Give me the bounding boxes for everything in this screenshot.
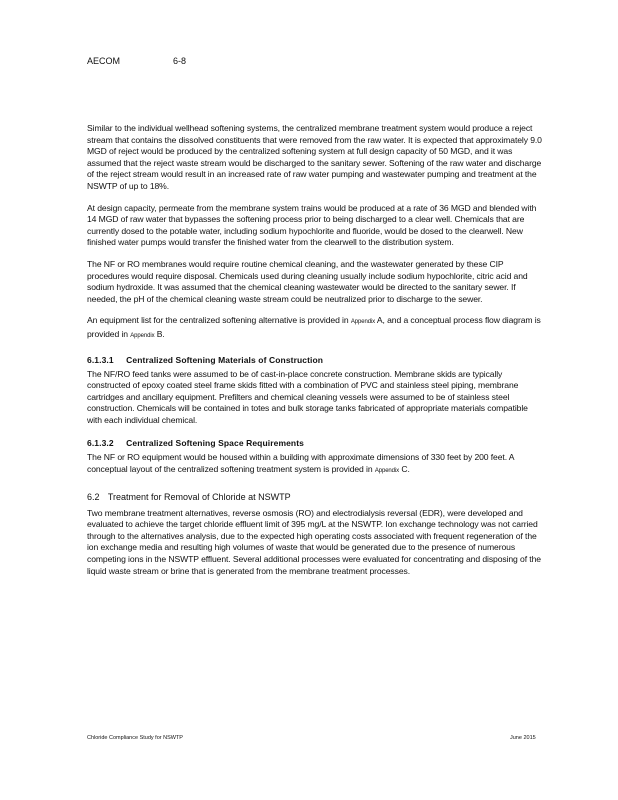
equipment-text-a: An equipment list for the centralized softening alternative is provided in <box>87 315 349 326</box>
heading-chloride-removal <box>87 492 545 502</box>
heading-materials-number: 6.1.3.1 <box>87 354 114 365</box>
appendix-ref-c: Appendix <box>374 468 400 475</box>
heading-space-text: Centralized Softening Space Requirements <box>126 438 304 449</box>
heading-space-requirements <box>87 438 545 448</box>
heading-materials-of-construction <box>87 355 545 365</box>
paragraph-reject-stream: Similar to the individual wellhead softening systems, the centralized membrane treatment system would produce a reject stream that contains the dissolved constituents that were removed from the raw water. It is expected that approximately 9.0 MGD of reject would be produced by the centralized softening system at full design capacity of 50 MGD, and it was assumed that the reject waste stream would be discharged to the sanitary sewer. Softening of the raw water and discharge of the reject stream would result in an increased rate of raw water pumping and wastewater pumping and treatment at the NSWTP of up to 18%. <box>87 123 542 191</box>
heading-chloride-number: 6.2 <box>87 491 100 502</box>
header-company: AECOM <box>87 56 121 66</box>
equipment-text-c: B. <box>156 328 165 339</box>
document-body <box>87 123 545 587</box>
appendix-ref-a: Appendix <box>350 319 376 326</box>
paragraph-membrane-cleaning: The NF or RO membranes would require routine chemical cleaning, and the wastewater generated by these CIP procedures would require disposal. Chemicals used during cleaning usually include sodium hypochlorite, citric acid and sodium hydroxide. It was assumed that the chemical cleaning wastewater would be directed to the sanitary sewer. If needed, the pH of the chemical cleaning waste stream could be neutralized prior to discharge to the sewer. <box>87 258 528 304</box>
space-text-a: The NF or RO equipment would be housed within a building with approximate dimensions of 330 feet by 200 feet. A conceptual layout of the centralized softening treatment system is provided in <box>87 452 514 475</box>
paragraph-design-capacity: At design capacity, permeate from the membrane system trains would be produced at a rate of 36 MGD and blended with 14 MGD of raw water that bypasses the softening process prior to being discharged to a clear well. Chemicals that are currently dosed to the potable water, including sodium hypochlorite and fluoride, would be dosed to the clearwell. New finished water pumps would transfer the finished water from the clearwell to the distribution system. <box>87 202 537 248</box>
heading-materials-text: Centralized Softening Materials of Construction <box>126 354 324 365</box>
equipment-text-b: A, and a conceptual process flow diagram is provided in <box>87 315 541 339</box>
heading-chloride-text: Treatment for Removal of Chloride at NSWTP <box>107 491 291 502</box>
heading-space-number: 6.1.3.2 <box>87 438 114 449</box>
paragraph-materials: The NF/RO feed tanks were assumed to be of cast-in-place concrete construction. Membrane skids are typically constructed of epoxy coated steel frame skids fitted with a combination of PVC and stainless steel piping, membrane cartridges and ancillary equipment. Prefilters and chemical cleaning vessels were assumed to be of stainless steel construction. Chemicals will be contained in totes and bulk storage tanks fabricated of appropriate materials compatible with each individual chemical. <box>87 368 528 425</box>
header-page-number: 6-8 <box>173 56 187 66</box>
paragraph-space-requirements <box>87 452 545 477</box>
appendix-ref-b: Appendix <box>130 332 155 339</box>
paragraph-chloride-alternatives: Two membrane treatment alternatives, reverse osmosis (RO) and electrodialysis reversal (EDR), were developed and evaluated to achieve the target chloride effluent limit of 395 mg/L at the NSWTP. Ion exchange technology was not carried through to the alternatives analysis, due to the expected high operating costs associated with frequent regeneration of the ion exchange media and resulting high volumes of waste that would be generated due to the presence of numerous competing ions in the NSWTP effluent. Several additional processes were evaluated for concentrating and disposing of the liquid waste stream or brine that is generated from the membrane treatment processes. <box>87 507 541 576</box>
paragraph-equipment-list <box>87 315 545 342</box>
footer-study-title: Chloride Compliance Study for NSWTP <box>87 735 183 741</box>
footer-date: June 2015 <box>510 735 536 741</box>
space-text-b: C. <box>401 464 410 475</box>
